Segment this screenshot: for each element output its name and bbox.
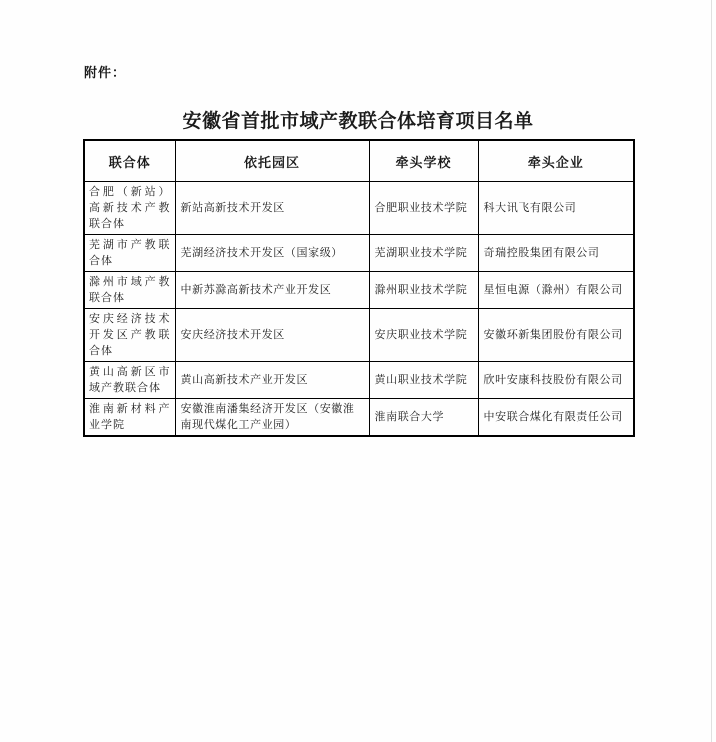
table-cell-park: 芜湖经济技术开发区（国家级） [175, 235, 369, 272]
screen-edge-line [711, 0, 712, 742]
table-cell-consortium: 滁州市域产教联合体 [84, 272, 175, 309]
table-cell-enterprise: 奇瑞控股集团有限公司 [478, 235, 634, 272]
table-cell-consortium: 合肥（新站）高新技术产教联合体 [84, 182, 175, 235]
table-cell-enterprise: 中安联合煤化有限责任公司 [478, 399, 634, 437]
table-cell-school: 滁州职业技术学院 [369, 272, 478, 309]
table-cell-enterprise: 星恒电源（滁州）有限公司 [478, 272, 634, 309]
table-cell-school: 芜湖职业技术学院 [369, 235, 478, 272]
table-cell-school: 淮南联合大学 [369, 399, 478, 437]
table-cell-consortium: 黄山高新区市域产教联合体 [84, 362, 175, 399]
table-cell-park: 新站高新技术开发区 [175, 182, 369, 235]
table-cell-school: 黄山职业技术学院 [369, 362, 478, 399]
project-table [83, 139, 635, 437]
table-row [84, 272, 634, 309]
table-row [84, 362, 634, 399]
column-header-enterprise: 牵头企业 [478, 140, 634, 182]
table-cell-consortium: 芜湖市产教联合体 [84, 235, 175, 272]
table-header-row [84, 140, 634, 182]
table-cell-consortium: 淮南新材料产业学院 [84, 399, 175, 437]
table-cell-school: 合肥职业技术学院 [369, 182, 478, 235]
table-cell-park: 安徽淮南潘集经济开发区（安徽淮南现代煤化工产业园） [175, 399, 369, 437]
table-cell-enterprise: 科大讯飞有限公司 [478, 182, 634, 235]
table-row [84, 235, 634, 272]
table-cell-park: 中新苏滁高新技术产业开发区 [175, 272, 369, 309]
table-row [84, 182, 634, 235]
table-cell-enterprise: 欣叶安康科技股份有限公司 [478, 362, 634, 399]
table-cell-enterprise: 安徽环新集团股份有限公司 [478, 309, 634, 362]
page-title: 安徽省首批市域产教联合体培育项目名单 [182, 111, 534, 132]
table-row [84, 399, 634, 437]
column-header-consortium: 联合体 [84, 140, 175, 182]
column-header-park: 依托园区 [175, 140, 369, 182]
table-cell-school: 安庆职业技术学院 [369, 309, 478, 362]
table-cell-park: 黄山高新技术产业开发区 [175, 362, 369, 399]
table-row [84, 309, 634, 362]
table-cell-park: 安庆经济技术开发区 [175, 309, 369, 362]
attachment-label: 附件： [84, 65, 127, 80]
column-header-school: 牵头学校 [369, 140, 478, 182]
table-cell-consortium: 安庆经济技术开发区产教联合体 [84, 309, 175, 362]
